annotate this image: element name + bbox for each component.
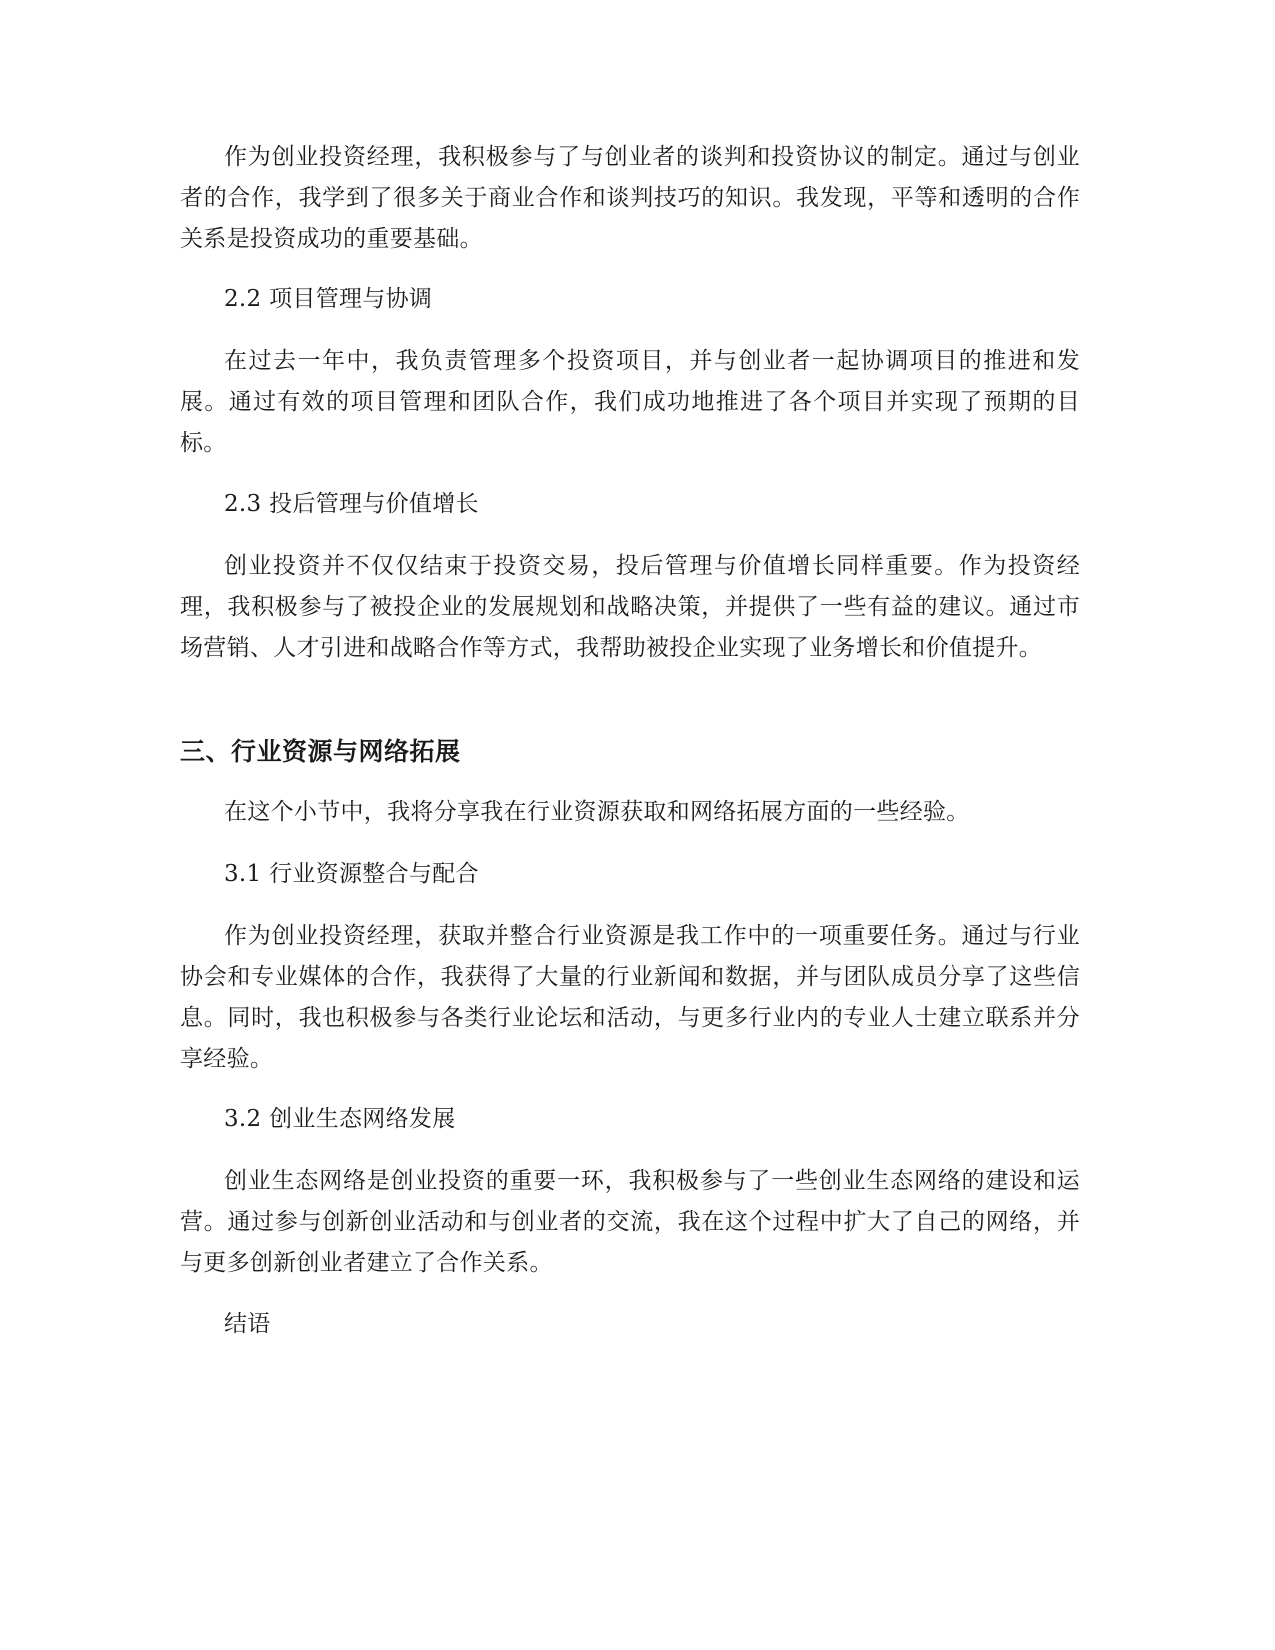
paragraph-ecosystem-network: 创业生态网络是创业投资的重要一环，我积极参与了一些创业生态网络的建设和运营。通过参与创新创业活动和与创业者的交流，我在这个过程中扩大了自己的网络，并与更多创新创业者建立了合作关系。 — [180, 1168, 1080, 1276]
paragraph-project-management: 在过去一年中，我负责管理多个投资项目，并与创业者一起协调项目的推进和发展。通过有效的项目管理和团队合作，我们成功地推进了各个项目并实现了预期的目标。 — [180, 348, 1080, 456]
subheading-3-2: 3.2 创业生态网络发展 — [224, 1106, 456, 1132]
paragraph-post-investment: 创业投资并不仅仅结束于投资交易，投后管理与价值增长同样重要。作为投资经理，我积极参与了被投企业的发展规划和战略决策，并提供了一些有益的建议。通过市场营销、人才引进和战略合作等方式，我帮助被投企业实现了业务增长和价值提升。 — [180, 553, 1080, 661]
paragraph-negotiation: 作为创业投资经理，我积极参与了与创业者的谈判和投资协议的制定。通过与创业者的合作，我学到了很多关于商业合作和谈判技巧的知识。我发现，平等和透明的合作关系是投资成功的重要基础。 — [180, 144, 1080, 252]
subheading-2-3: 2.3 投后管理与价值增长 — [224, 491, 479, 517]
conclusion-heading: 结语 — [224, 1311, 271, 1337]
paragraph-section-intro: 在这个小节中，我将分享我在行业资源获取和网络拓展方面的一些经验。 — [224, 799, 970, 825]
subheading-2-2: 2.2 项目管理与协调 — [224, 286, 433, 312]
paragraph-industry-resources: 作为创业投资经理，获取并整合行业资源是我工作中的一项重要任务。通过与行业协会和专业媒体的合作，我获得了大量的行业新闻和数据，并与团队成员分享了这些信息。同时，我也积极参与各类行业论坛和活动，与更多行业内的专业人士建立联系并分享经验。 — [180, 923, 1080, 1072]
section-heading-3: 三、行业资源与网络拓展 — [180, 737, 461, 766]
subheading-3-1: 3.1 行业资源整合与配合 — [224, 861, 479, 887]
